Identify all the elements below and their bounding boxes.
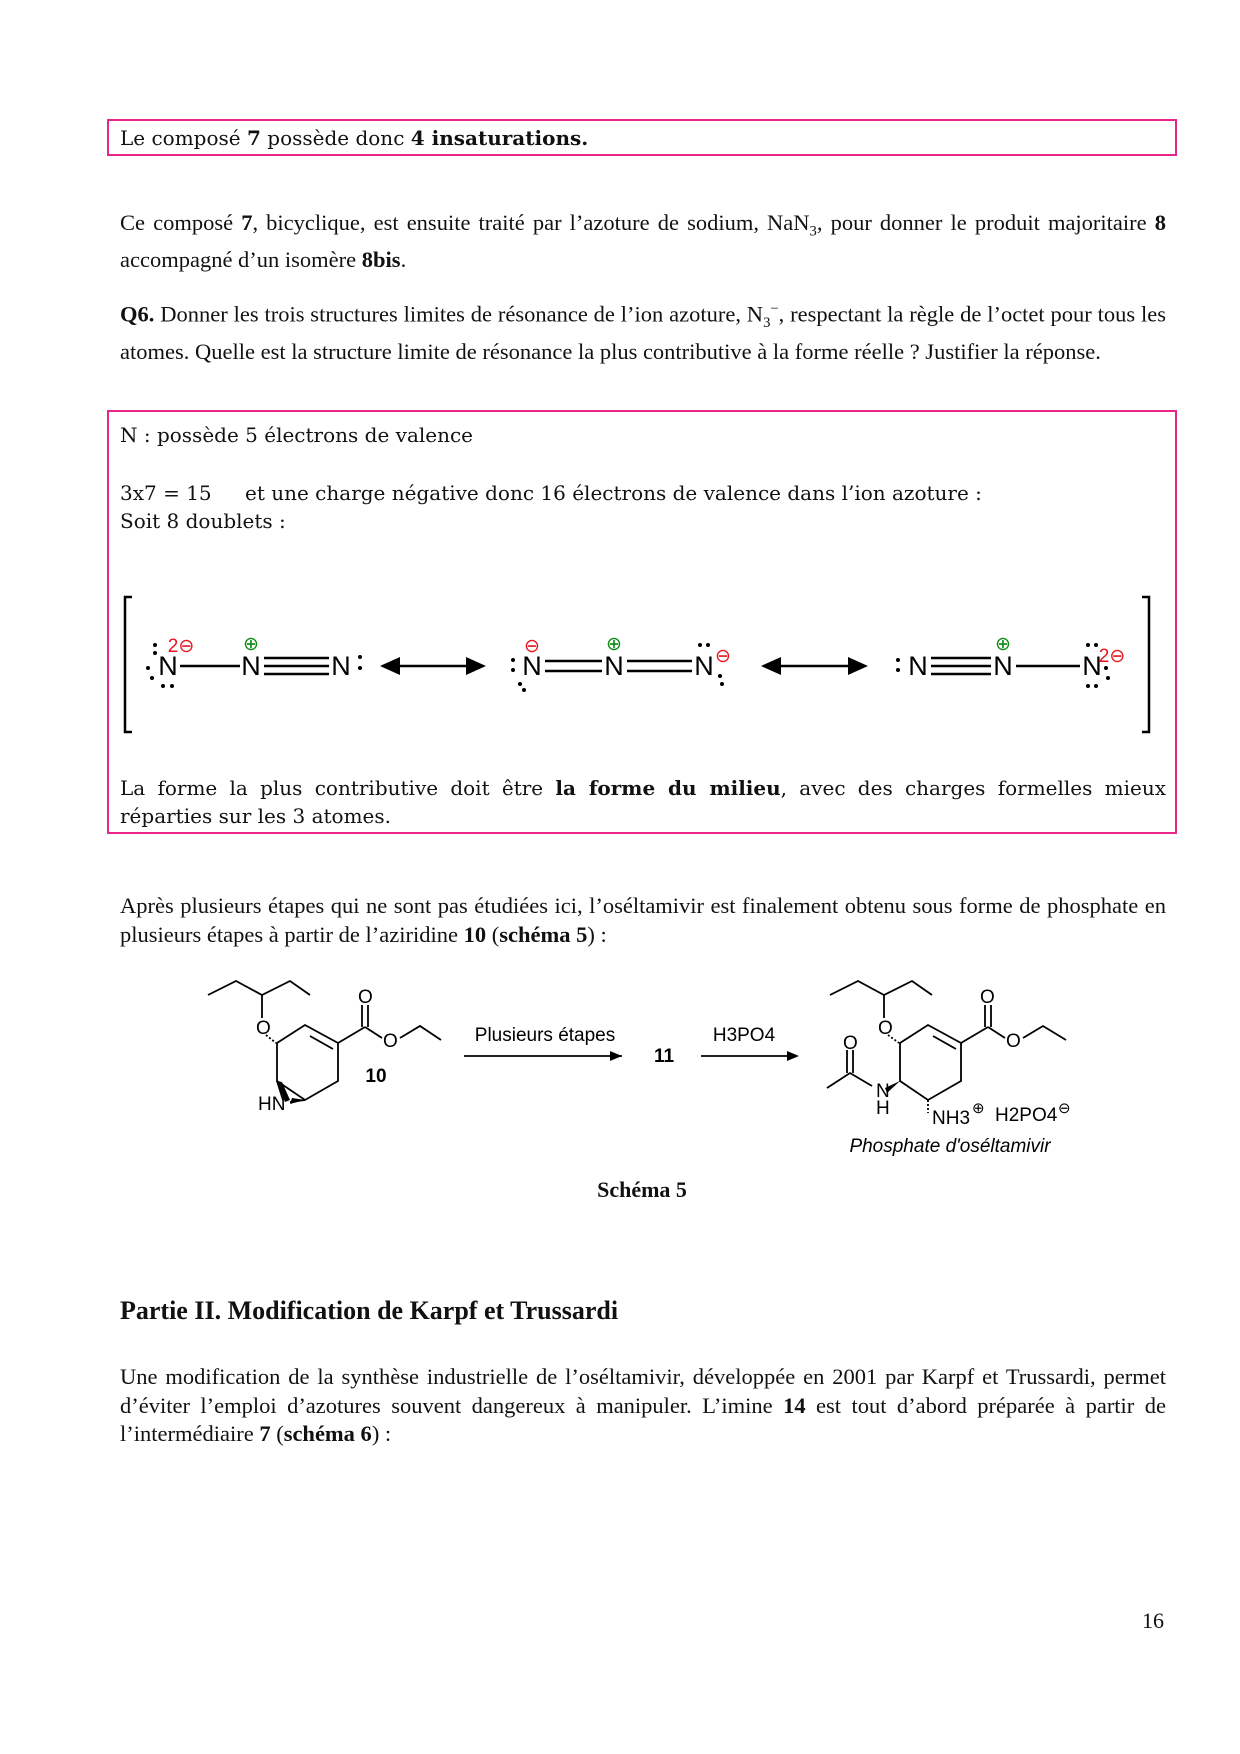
ammonium-group: NH3 xyxy=(932,1108,971,1129)
answer-line-2a: 3x7 = 15 xyxy=(120,481,212,505)
paragraph-azide xyxy=(120,209,1166,275)
nitrogen-atom: N xyxy=(876,1081,890,1102)
svg-text:⊖: ⊖ xyxy=(1058,1100,1071,1117)
paragraph-oseltamivir xyxy=(120,892,1166,949)
formal-charge-plus: ⊕ xyxy=(243,634,259,655)
scheme-ref: schéma 5 xyxy=(499,921,588,947)
reagent-h3po4: H3PO4 xyxy=(712,1025,776,1046)
product-name: Phosphate d'oséltamivir xyxy=(849,1136,1051,1157)
text: ) : xyxy=(587,921,607,947)
question-q6 xyxy=(120,295,1166,366)
answer-line-2b: et une charge négative donc 16 électrons de valence dans l’ion azoture : xyxy=(245,481,982,505)
subscript: 3 xyxy=(809,223,817,240)
reaction-condition: Plusieurs étapes xyxy=(474,1025,616,1046)
svg-text:⊕: ⊕ xyxy=(972,1100,985,1117)
oxygen-atom: O xyxy=(1006,1031,1021,1052)
text: est tout d’abord préparée à partir de l’intermédiaire xyxy=(120,1392,1166,1446)
azide-resonance-diagram xyxy=(0,580,1240,750)
oxygen-atom: O xyxy=(843,1033,858,1054)
answer-box-1 xyxy=(107,119,1177,156)
formal-charge-minus: ⊖ xyxy=(524,636,540,657)
oxygen-atom: O xyxy=(358,987,373,1008)
scheme-5-diagram xyxy=(0,970,1240,1170)
text: Une modification de la synthèse industrielle de l’oséltamivir, développée en 2001 par Karpf et Trussardi, permet d’éviter l’emploi d’azotures souvent dangereux à manipuler. L’imine xyxy=(120,1364,1166,1418)
compound-ref: 10 xyxy=(463,921,487,947)
formal-charge-minus-2: 2⊖ xyxy=(167,636,195,657)
unsaturation-count: 4 insaturations. xyxy=(410,126,589,150)
text: Ce composé xyxy=(120,210,242,235)
cyclohexene-ring xyxy=(277,1025,338,1100)
text: Le composé xyxy=(120,126,247,150)
answer-text xyxy=(120,126,588,150)
page-number: 16 xyxy=(1142,1608,1164,1633)
emphasis: la forme du milieu xyxy=(555,776,781,800)
nitrogen-atom: N xyxy=(908,651,928,681)
subscript: 3 xyxy=(763,315,771,331)
oxygen-atom: O xyxy=(878,1018,893,1039)
phosphate-counterion: H2PO4 xyxy=(995,1105,1058,1126)
nitrogen-atom: N xyxy=(993,651,1013,681)
formal-charge-plus: ⊕ xyxy=(606,634,622,655)
answer-line-1: N : possède 5 électrons de valence xyxy=(120,423,474,447)
right-bracket xyxy=(1142,597,1149,732)
scheme-ref: schéma 6 xyxy=(283,1421,372,1446)
nitrogen-atom: N xyxy=(604,651,624,681)
nitrogen-atom: N xyxy=(158,651,178,681)
scheme-caption: Schéma 5 xyxy=(597,1177,687,1202)
pentyl-chain xyxy=(208,981,310,995)
formal-charge-minus: ⊖ xyxy=(715,646,731,667)
text: possède donc xyxy=(260,126,411,150)
question-label: Q6. xyxy=(120,301,155,327)
text: La forme la plus contributive doit être xyxy=(120,776,556,800)
answer-line-3: Soit 8 doublets : xyxy=(120,509,286,533)
nitrogen-atom: N xyxy=(331,651,351,681)
compound-ref: 7 xyxy=(246,126,261,150)
nitrogen-atom: N xyxy=(694,651,714,681)
nitrogen-atom: N xyxy=(522,651,542,681)
text: , pour donner le produit majoritaire xyxy=(816,210,1155,235)
text: , bicyclique, est ensuite traité par l’azoture de sodium, NaN xyxy=(252,210,810,235)
paragraph-karpf xyxy=(120,1363,1166,1449)
compound-label-10: 10 xyxy=(365,1066,387,1087)
text: . xyxy=(400,247,407,272)
oxygen-atom: O xyxy=(980,987,995,1008)
text: ) : xyxy=(371,1421,392,1446)
answer-conclusion xyxy=(120,774,1166,830)
text: , respectant la règle de l’octet pour tous les atomes. Quelle est la structure limite de résonance la plus contributive à la forme réelle ? Justifier la réponse. xyxy=(120,301,1166,364)
text: ( xyxy=(270,1421,284,1446)
text: , avec des charges formelles mieux réparties sur les 3 atomes. xyxy=(120,776,1167,828)
left-bracket xyxy=(125,597,132,732)
compound-ref: 8bis xyxy=(361,247,401,272)
formal-charge-plus: ⊕ xyxy=(995,634,1011,655)
text: ( xyxy=(486,921,500,947)
compound-ref: 7 xyxy=(259,1421,271,1446)
compound-ref: 14 xyxy=(783,1392,806,1418)
aziridine-nh: HN xyxy=(258,1094,286,1115)
compound-ref: 7 xyxy=(241,210,253,235)
intermediate-label-11: 11 xyxy=(653,1046,675,1067)
superscript: − xyxy=(770,301,779,317)
text: accompagné d’un isomère xyxy=(120,247,362,272)
oxygen-atom: O xyxy=(383,1031,398,1052)
formal-charge-minus-2: 2⊖ xyxy=(1098,646,1126,667)
nitrogen-atom: N xyxy=(241,651,261,681)
text: Après plusieurs étapes qui ne sont pas étudiées ici, l’oséltamivir est finalement obtenu sous forme de phosphate en plusieurs étapes à partir de l’aziridine xyxy=(120,893,1166,947)
nitrogen-atom: N xyxy=(1082,651,1102,681)
hydrogen-atom: H xyxy=(876,1098,890,1119)
text: Donner les trois structures limites de résonance de l’ion azoture, N xyxy=(154,301,764,327)
oxygen-atom: O xyxy=(256,1018,271,1039)
compound-ref: 8 xyxy=(1154,210,1166,235)
section-title: Partie II. Modification de Karpf et Trussardi xyxy=(120,1296,619,1325)
